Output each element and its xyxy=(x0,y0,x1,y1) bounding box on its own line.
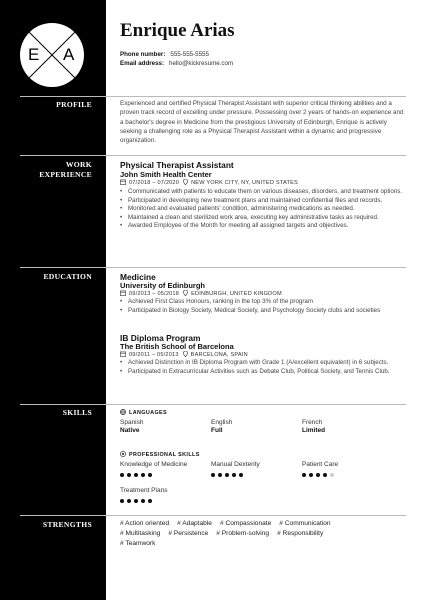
strength-tag: # Responsibility xyxy=(277,530,324,537)
rating-dot xyxy=(120,473,124,477)
rating-dot xyxy=(330,473,334,477)
list-item: • Maintained a clean and sterilized work area, executing key administrative tasks as required. xyxy=(120,214,408,223)
strength-tag: # Adaptable xyxy=(177,520,212,527)
rating-dot xyxy=(232,473,236,477)
skill-rating xyxy=(120,499,155,503)
candidate-name: Enrique Arias xyxy=(120,20,235,41)
skill-name: Manual Dexterity xyxy=(211,461,260,468)
education-bullets xyxy=(120,359,408,376)
list-item: • Participated in Extracurricular Activities such as Debate Club, Political Society, and Tennis Club. xyxy=(120,368,408,377)
education-dates: 09/2013 – 05/2018 xyxy=(129,291,180,297)
rating-dot xyxy=(211,473,215,477)
sidebar xyxy=(0,0,106,600)
strength-tag: # Persistence xyxy=(168,530,209,537)
section-label-education: EDUCATION xyxy=(43,272,92,281)
strength-tag: # Teamwork xyxy=(120,540,156,547)
job-bullets xyxy=(120,188,408,231)
email-label: Email address: xyxy=(120,60,165,67)
language-level: Full xyxy=(211,427,223,434)
language-spanish xyxy=(120,419,144,434)
email-line xyxy=(120,60,233,67)
section-label-experience: EXPERIENCE xyxy=(39,170,92,179)
language-french xyxy=(302,419,325,434)
language-name: French xyxy=(302,419,323,426)
location-pin-icon xyxy=(183,351,188,359)
globe-icon xyxy=(120,409,126,417)
list-item: • Communicated with patients to educate them on various diseases, disorders, and treatment options. xyxy=(120,188,408,197)
monogram-initial-last: A xyxy=(63,45,75,64)
rating-dot xyxy=(148,499,152,503)
section-label-skills: SKILLS xyxy=(62,408,92,417)
rating-dot xyxy=(134,473,138,477)
list-item: • Participated in developing new treatment plans and maintained confidential files and records. xyxy=(120,197,408,206)
strength-tag: # Problem-solving xyxy=(216,530,270,537)
rating-dot xyxy=(323,473,327,477)
rating-dot xyxy=(309,473,313,477)
languages-heading-label: LANGUAGES xyxy=(129,410,168,416)
list-item: • Achieved First Class Honours, ranking in the top 3% of the program xyxy=(120,298,408,307)
strength-tag: # Compassionate xyxy=(219,520,272,527)
professional-skills-heading xyxy=(120,451,200,459)
divider-education xyxy=(20,267,406,268)
education-location: BARCELONA, SPAIN xyxy=(190,352,248,358)
phone-value: 555-555-5555 xyxy=(170,51,209,58)
languages-heading xyxy=(120,409,167,417)
language-level: Limited xyxy=(302,427,326,434)
rating-dot xyxy=(141,473,145,477)
list-item: • Awarded Employee of the Month for meeting all assigned targets and objectives. xyxy=(120,222,408,231)
language-name: English xyxy=(211,419,233,426)
degree-title: IB Diploma Program xyxy=(120,333,201,343)
language-name: Spanish xyxy=(120,419,144,426)
location-pin-icon xyxy=(183,290,188,298)
professional-skills-heading-label: PROFESSIONAL SKILLS xyxy=(129,452,200,458)
education-meta xyxy=(120,290,282,298)
strengths-list xyxy=(120,519,410,549)
job-meta xyxy=(120,179,298,187)
divider-work xyxy=(20,155,406,156)
calendar-icon xyxy=(120,179,126,187)
phone-label: Phone number: xyxy=(120,51,166,58)
job-dates: 07/2018 – 07/2020 xyxy=(129,180,180,186)
education-dates: 09/2011 – 05/2013 xyxy=(129,352,179,358)
section-label-work: WORK xyxy=(65,160,92,169)
rating-dot xyxy=(316,473,320,477)
monogram-initial-first: E xyxy=(28,45,40,64)
job-employer: John Smith Health Center xyxy=(120,170,212,179)
rating-dot xyxy=(302,473,306,477)
list-item: • Achieved Distinction in IB Diploma Program with Grade 1 (A/excellent equivalent) in 6 subjects. xyxy=(120,359,408,368)
list-item: • Participated in Biology Society, Medical Society, and Psychology Society clubs and societies xyxy=(120,307,408,316)
skill-name: Knowledge of Medicine xyxy=(120,461,188,468)
skill-name: Treatment Plans xyxy=(120,487,168,494)
phone-line xyxy=(120,51,209,58)
section-label-strengths: STRENGTHS xyxy=(42,520,92,529)
school-name: University of Edinburgh xyxy=(120,281,206,290)
monogram-logo xyxy=(20,23,84,87)
strength-tag: # Action oriented xyxy=(120,520,170,527)
rating-dot xyxy=(141,499,145,503)
rating-dot xyxy=(239,473,243,477)
divider-profile xyxy=(20,96,406,97)
gear-icon xyxy=(120,451,126,459)
divider-strengths xyxy=(20,515,406,516)
rating-dot xyxy=(225,473,229,477)
rating-dot xyxy=(148,473,152,477)
location-pin-icon xyxy=(183,179,188,187)
strength-tag: # Multitasking xyxy=(120,530,161,537)
rating-dot xyxy=(134,499,138,503)
divider-skills xyxy=(20,404,406,405)
skill-rating xyxy=(302,473,337,477)
degree-title: Medicine xyxy=(120,272,156,282)
skill-rating xyxy=(120,473,155,477)
calendar-icon xyxy=(120,351,126,359)
profile-summary: Experienced and certified Physical Therapist Assistant with superior critical thinking abilities and a proven track record of excelling under pressure. Possessing over 2 years of hands-on experience and a bachelor's degree in Medicine from the prestigious University of Edinburgh, Enrique is actively seeking a challenging role as a Physical Therapist Assistant within a dynamic and progressive organization. xyxy=(120,100,404,145)
job-location: NEW YORK CITY, NY, UNITED STATES xyxy=(191,180,298,186)
rating-dot xyxy=(127,499,131,503)
strength-tag: # Communication xyxy=(279,520,331,527)
rating-dot xyxy=(218,473,222,477)
list-item: • Monitored and evaluated patients' condition, administering medications as needed. xyxy=(120,205,408,214)
email-value: hello@kickresume.com xyxy=(169,60,234,67)
calendar-icon xyxy=(120,290,126,298)
education-location: EDINBURGH, UNITED KINGDOM xyxy=(191,291,282,297)
skill-name: Patient Care xyxy=(302,461,339,468)
section-label-profile: PROFILE xyxy=(56,100,92,109)
rating-dot xyxy=(120,499,124,503)
skill-rating xyxy=(211,473,246,477)
rating-dot xyxy=(127,473,131,477)
education-bullets xyxy=(120,298,408,315)
education-meta xyxy=(120,351,248,359)
language-level: Native xyxy=(120,427,140,434)
job-title: Physical Therapist Assistant xyxy=(120,160,234,170)
school-name: The British School of Barcelona xyxy=(120,342,234,351)
language-english xyxy=(211,419,232,434)
